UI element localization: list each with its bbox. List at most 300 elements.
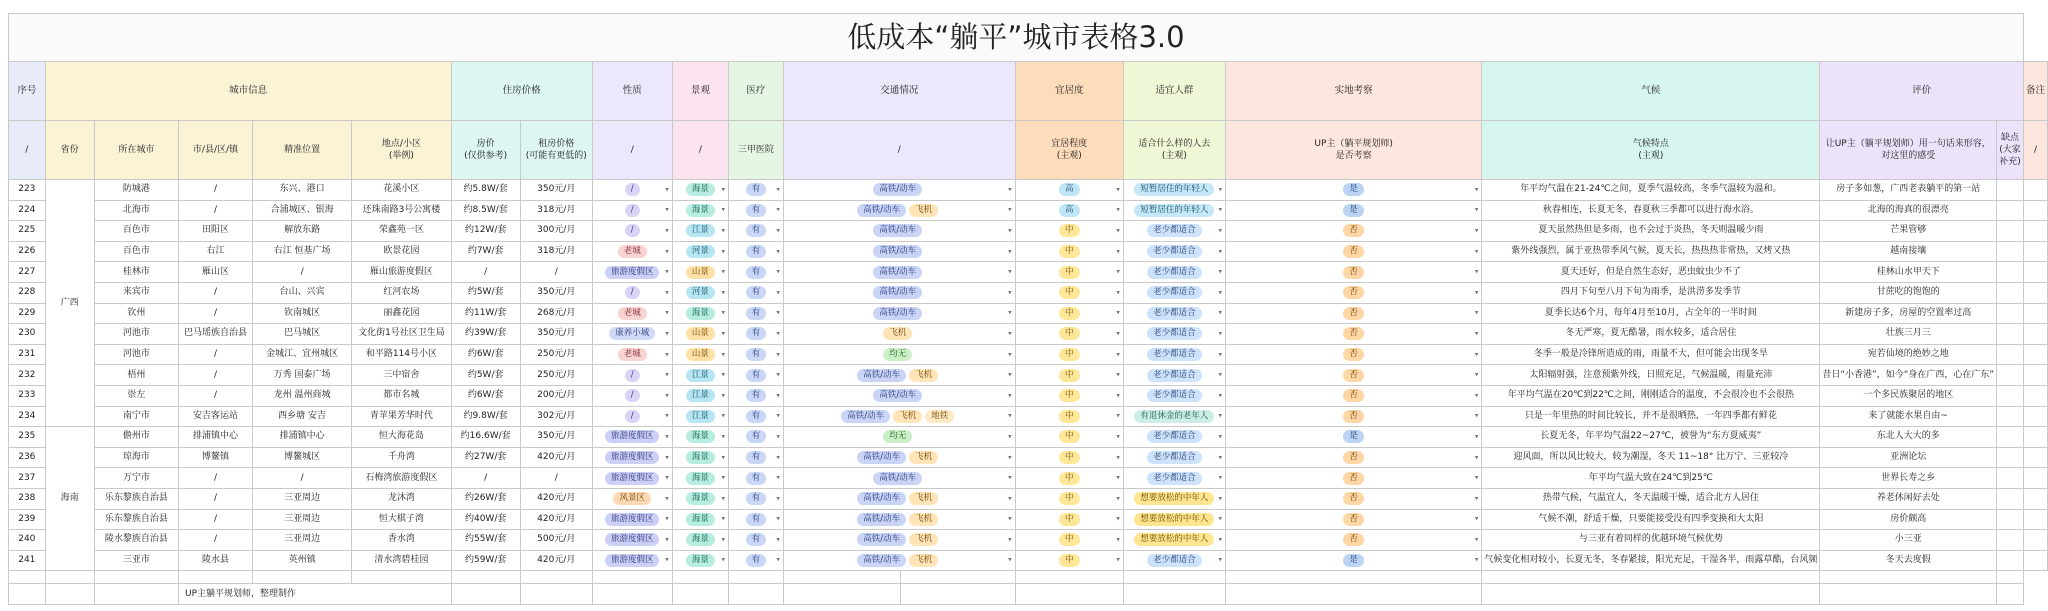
row-number[interactable]: 241: [9, 550, 46, 571]
subheader-suitable-people[interactable]: 适合什么样的人去 (主观): [1123, 121, 1225, 180]
rent-price-cell[interactable]: 268元/月: [520, 303, 592, 324]
nature-cell[interactable]: [592, 303, 672, 324]
location-cell[interactable]: 合浦城区、银海: [252, 200, 351, 221]
header-site-visit[interactable]: 实地考察: [1225, 62, 1481, 121]
suitable-people-cell[interactable]: [1123, 550, 1225, 571]
header-city-info[interactable]: 城市信息: [45, 62, 451, 121]
remark-cell[interactable]: [2023, 427, 2047, 448]
location-cell[interactable]: 三亚周边: [252, 530, 351, 551]
header-evaluation[interactable]: 评价: [1820, 62, 2024, 121]
livability-cell[interactable]: [1015, 468, 1123, 489]
house-price-cell[interactable]: 约9.8W/套: [451, 406, 520, 427]
rent-price-cell[interactable]: 350元/月: [520, 427, 592, 448]
subheader-precise-location[interactable]: 精准位置: [252, 121, 351, 180]
row-number[interactable]: 232: [9, 365, 46, 386]
location-cell[interactable]: 右江 恒基广场: [252, 241, 351, 262]
spot-cell[interactable]: 龙沐湾: [352, 488, 451, 509]
row-number[interactable]: 240: [9, 530, 46, 551]
spot-cell[interactable]: 三中宿舍: [352, 365, 451, 386]
empty-cell[interactable]: [1997, 584, 2024, 605]
cons-cell[interactable]: [1997, 241, 2024, 262]
spot-cell[interactable]: 清水湾碧桂园: [352, 550, 451, 571]
cons-cell[interactable]: [1997, 324, 2024, 345]
city-cell[interactable]: 桂林市: [94, 262, 178, 283]
livability-cell[interactable]: [1015, 344, 1123, 365]
evaluation-cell[interactable]: 东北人大大的多: [1820, 427, 1997, 448]
climate-cell[interactable]: 冬季一般是冷锋所造成的雨，雨量不大，但可能会出现冬旱: [1482, 344, 1820, 365]
county-cell[interactable]: 右江: [179, 241, 253, 262]
location-cell[interactable]: 台山、兴宾: [252, 282, 351, 303]
house-price-cell[interactable]: 约8.5W/套: [451, 200, 520, 221]
row-number[interactable]: 231: [9, 344, 46, 365]
evaluation-cell[interactable]: 小三亚: [1820, 530, 1997, 551]
climate-cell[interactable]: 夏季长达6个月，每年4月至10月，占全年的一半时间: [1482, 303, 1820, 324]
traffic-cell[interactable]: [783, 200, 1015, 221]
empty-cell[interactable]: [9, 584, 46, 605]
spot-cell[interactable]: 香水湾: [352, 530, 451, 551]
cons-cell[interactable]: [1997, 344, 2024, 365]
remark-cell[interactable]: [2023, 550, 2047, 571]
traffic-cell[interactable]: [783, 427, 1015, 448]
climate-cell[interactable]: 年平均气温在21-24℃之间，夏季气温较高，冬季气温较为温和。: [1482, 180, 1820, 201]
livability-cell[interactable]: [1015, 221, 1123, 242]
row-number[interactable]: 224: [9, 200, 46, 221]
landscape-cell[interactable]: [672, 365, 728, 386]
subheader-city[interactable]: 所在城市: [94, 121, 178, 180]
empty-cell[interactable]: [1225, 584, 1481, 605]
rent-price-cell[interactable]: 420元/月: [520, 550, 592, 571]
subheader-remark[interactable]: /: [2023, 121, 2047, 180]
suitable-people-cell[interactable]: [1123, 385, 1225, 406]
county-cell[interactable]: 雁山区: [179, 262, 253, 283]
location-cell[interactable]: 三亚周边: [252, 509, 351, 530]
row-number[interactable]: 239: [9, 509, 46, 530]
landscape-cell[interactable]: [672, 180, 728, 201]
empty-cell[interactable]: [45, 584, 94, 605]
house-price-cell[interactable]: 约59W/套: [451, 550, 520, 571]
suitable-people-cell[interactable]: [1123, 509, 1225, 530]
row-number[interactable]: 228: [9, 282, 46, 303]
traffic-cell[interactable]: [783, 385, 1015, 406]
row-number[interactable]: 236: [9, 447, 46, 468]
cons-cell[interactable]: [1997, 468, 2024, 489]
nature-cell[interactable]: [592, 221, 672, 242]
evaluation-cell[interactable]: 养老休闲好去处: [1820, 488, 1997, 509]
traffic-cell[interactable]: [783, 550, 1015, 571]
cons-cell[interactable]: [1997, 282, 2024, 303]
county-cell[interactable]: 巴马瑶族自治县: [179, 324, 253, 345]
nature-cell[interactable]: [592, 324, 672, 345]
climate-cell[interactable]: 秋春相连，长夏无冬，春夏秋三季都可以进行海水浴。: [1482, 200, 1820, 221]
province-cell[interactable]: 广西: [45, 180, 94, 427]
header-nature[interactable]: 性质: [592, 62, 672, 121]
city-cell[interactable]: 乐东黎族自治县: [94, 488, 178, 509]
location-cell[interactable]: 排浦镇中心: [252, 427, 351, 448]
suitable-people-cell[interactable]: [1123, 241, 1225, 262]
climate-cell[interactable]: 年平均气温在20℃到22℃之间，刚刚适合的温度，不会很冷也不会很热: [1482, 385, 1820, 406]
remark-cell[interactable]: [2023, 282, 2047, 303]
landscape-cell[interactable]: [672, 427, 728, 448]
nature-cell[interactable]: [592, 344, 672, 365]
city-cell[interactable]: 崇左: [94, 385, 178, 406]
remark-cell[interactable]: [2023, 262, 2047, 283]
subheader-evaluation[interactable]: 让UP主（躺平规划师）用一句话来形容，对这里的感受: [1820, 121, 1997, 180]
remark-cell[interactable]: [2023, 385, 2047, 406]
rent-price-cell[interactable]: 500元/月: [520, 530, 592, 551]
evaluation-cell[interactable]: 新建房子多，房屋的空置率过高: [1820, 303, 1997, 324]
traffic-cell[interactable]: [783, 488, 1015, 509]
subheader-cons[interactable]: 缺点 (大家补充): [1997, 121, 2024, 180]
remark-cell[interactable]: [2023, 241, 2047, 262]
cons-cell[interactable]: [1997, 488, 2024, 509]
livability-cell[interactable]: [1015, 488, 1123, 509]
rent-price-cell[interactable]: 200元/月: [520, 385, 592, 406]
subheader-province[interactable]: 省份: [45, 121, 94, 180]
county-cell[interactable]: /: [179, 509, 253, 530]
livability-cell[interactable]: [1015, 303, 1123, 324]
spot-cell[interactable]: 欧景花园: [352, 241, 451, 262]
landscape-cell[interactable]: [672, 468, 728, 489]
house-price-cell[interactable]: 约40W/套: [451, 509, 520, 530]
house-price-cell[interactable]: 约6W/套: [451, 385, 520, 406]
city-cell[interactable]: 防城港: [94, 180, 178, 201]
house-price-cell[interactable]: /: [451, 468, 520, 489]
subheader-traffic[interactable]: /: [783, 121, 1015, 180]
spot-cell[interactable]: 青苹果芳华时代: [352, 406, 451, 427]
suitable-people-cell[interactable]: [1123, 488, 1225, 509]
city-cell[interactable]: 百色市: [94, 241, 178, 262]
cons-cell[interactable]: [1997, 550, 2024, 571]
county-cell[interactable]: /: [179, 468, 253, 489]
landscape-cell[interactable]: [672, 282, 728, 303]
livability-cell[interactable]: [1015, 180, 1123, 201]
spot-cell[interactable]: 和平路114号小区: [352, 344, 451, 365]
evaluation-cell[interactable]: 壮族三月三: [1820, 324, 1997, 345]
nature-cell[interactable]: [592, 200, 672, 221]
hospital-cell[interactable]: [729, 530, 784, 551]
empty-cell[interactable]: [1997, 571, 2024, 584]
cons-cell[interactable]: [1997, 221, 2024, 242]
location-cell[interactable]: /: [252, 262, 351, 283]
empty-cell[interactable]: [1482, 584, 1820, 605]
landscape-cell[interactable]: [672, 324, 728, 345]
hospital-cell[interactable]: [729, 324, 784, 345]
county-cell[interactable]: 安吉客运站: [179, 406, 253, 427]
nature-cell[interactable]: [592, 530, 672, 551]
house-price-cell[interactable]: 约5W/套: [451, 365, 520, 386]
cons-cell[interactable]: [1997, 427, 2024, 448]
city-cell[interactable]: 三亚市: [94, 550, 178, 571]
evaluation-cell[interactable]: 甘蔗吃的饱饱的: [1820, 282, 1997, 303]
row-number[interactable]: 225: [9, 221, 46, 242]
traffic-cell[interactable]: [783, 262, 1015, 283]
row-number[interactable]: 233: [9, 385, 46, 406]
hospital-cell[interactable]: [729, 241, 784, 262]
empty-cell[interactable]: [1820, 584, 1997, 605]
hospital-cell[interactable]: [729, 447, 784, 468]
landscape-cell[interactable]: [672, 406, 728, 427]
evaluation-cell[interactable]: 冬天去度假: [1820, 550, 1997, 571]
row-number[interactable]: 235: [9, 427, 46, 448]
livability-cell[interactable]: [1015, 406, 1123, 427]
empty-cell[interactable]: [672, 584, 728, 605]
house-price-cell[interactable]: 约6W/套: [451, 344, 520, 365]
subheader-site-visit[interactable]: UP主（躺平规划师) 是否考察: [1225, 121, 1481, 180]
livability-cell[interactable]: [1015, 200, 1123, 221]
empty-cell[interactable]: [94, 584, 178, 605]
header-housing-price[interactable]: 住房价格: [451, 62, 592, 121]
site-visit-cell[interactable]: [1225, 447, 1481, 468]
empty-cell[interactable]: [729, 584, 784, 605]
landscape-cell[interactable]: [672, 344, 728, 365]
remark-cell[interactable]: [2023, 303, 2047, 324]
house-price-cell[interactable]: 约12W/套: [451, 221, 520, 242]
livability-cell[interactable]: [1015, 447, 1123, 468]
city-cell[interactable]: 陵水黎族自治县: [94, 530, 178, 551]
house-price-cell[interactable]: 约5.8W/套: [451, 180, 520, 201]
site-visit-cell[interactable]: [1225, 427, 1481, 448]
location-cell[interactable]: 解放东路: [252, 221, 351, 242]
city-cell[interactable]: 钦州: [94, 303, 178, 324]
climate-cell[interactable]: 夏天虽然热但是多雨，也不会过于炎热，冬天则温暖少雨: [1482, 221, 1820, 242]
remark-cell[interactable]: [2023, 324, 2047, 345]
evaluation-cell[interactable]: 昔日“小香港”，如今“身在广西，心在广东”: [1820, 365, 1997, 386]
row-number[interactable]: 223: [9, 180, 46, 201]
remark-cell[interactable]: [2023, 447, 2047, 468]
empty-cell[interactable]: [1123, 571, 1225, 584]
city-cell[interactable]: 琼海市: [94, 447, 178, 468]
county-cell[interactable]: /: [179, 282, 253, 303]
livability-cell[interactable]: [1015, 427, 1123, 448]
climate-cell[interactable]: 年平均气温大致在24℃到25℃: [1482, 468, 1820, 489]
hospital-cell[interactable]: [729, 550, 784, 571]
empty-cell[interactable]: [352, 571, 451, 584]
site-visit-cell[interactable]: [1225, 406, 1481, 427]
remark-cell[interactable]: [2023, 468, 2047, 489]
hospital-cell[interactable]: [729, 303, 784, 324]
traffic-cell[interactable]: [783, 406, 1015, 427]
city-cell[interactable]: 乐东黎族自治县: [94, 509, 178, 530]
hospital-cell[interactable]: [729, 468, 784, 489]
suitable-people-cell[interactable]: [1123, 282, 1225, 303]
rent-price-cell[interactable]: /: [520, 468, 592, 489]
location-cell[interactable]: 博鳌城区: [252, 447, 351, 468]
row-number[interactable]: 227: [9, 262, 46, 283]
traffic-cell[interactable]: [783, 241, 1015, 262]
hospital-cell[interactable]: [729, 180, 784, 201]
location-cell[interactable]: 金城江、宜州城区: [252, 344, 351, 365]
location-cell[interactable]: /: [252, 468, 351, 489]
landscape-cell[interactable]: [672, 221, 728, 242]
livability-cell[interactable]: [1015, 509, 1123, 530]
empty-cell[interactable]: [1225, 571, 1481, 584]
suitable-people-cell[interactable]: [1123, 303, 1225, 324]
county-cell[interactable]: /: [179, 385, 253, 406]
evaluation-cell[interactable]: 来了就能水果自由~: [1820, 406, 1997, 427]
house-price-cell[interactable]: 约26W/套: [451, 488, 520, 509]
evaluation-cell[interactable]: 房子多如葱，广西老表躺平的第一站: [1820, 180, 1997, 201]
empty-cell[interactable]: [94, 571, 178, 584]
climate-cell[interactable]: 气候不潮，舒适干燥，只要能接受没有四季变换和大太阳: [1482, 509, 1820, 530]
subheader-nature[interactable]: /: [592, 121, 672, 180]
traffic-cell[interactable]: [783, 468, 1015, 489]
hospital-cell[interactable]: [729, 200, 784, 221]
traffic-cell[interactable]: [783, 447, 1015, 468]
empty-cell[interactable]: [179, 571, 253, 584]
cons-cell[interactable]: [1997, 406, 2024, 427]
climate-cell[interactable]: 长夏无冬，年平均气温22~27℃，被誉为“东方夏威夷”: [1482, 427, 1820, 448]
county-cell[interactable]: /: [179, 488, 253, 509]
livability-cell[interactable]: [1015, 324, 1123, 345]
row-number[interactable]: 237: [9, 468, 46, 489]
remark-cell[interactable]: [2023, 344, 2047, 365]
remark-cell[interactable]: [2023, 365, 2047, 386]
hospital-cell[interactable]: [729, 406, 784, 427]
evaluation-cell[interactable]: 宛若仙境的绝妙之地: [1820, 344, 1997, 365]
house-price-cell[interactable]: 约27W/套: [451, 447, 520, 468]
remark-cell[interactable]: [2023, 200, 2047, 221]
header-livability[interactable]: 宜居度: [1015, 62, 1123, 121]
house-price-cell[interactable]: 约11W/套: [451, 303, 520, 324]
cons-cell[interactable]: [1997, 530, 2024, 551]
site-visit-cell[interactable]: [1225, 365, 1481, 386]
climate-cell[interactable]: 气候变化相对较小，长夏无冬，冬春紧接，阳光充足，干湿各半，雨露草酷，台风频: [1482, 550, 1820, 571]
empty-cell[interactable]: [783, 571, 900, 584]
nature-cell[interactable]: [592, 406, 672, 427]
empty-cell[interactable]: [252, 571, 351, 584]
subheader-hospital[interactable]: 三甲医院: [729, 121, 784, 180]
livability-cell[interactable]: [1015, 550, 1123, 571]
site-visit-cell[interactable]: [1225, 221, 1481, 242]
hospital-cell[interactable]: [729, 344, 784, 365]
city-cell[interactable]: 儋州市: [94, 427, 178, 448]
livability-cell[interactable]: [1015, 365, 1123, 386]
header-landscape[interactable]: 景观: [672, 62, 728, 121]
county-cell[interactable]: /: [179, 180, 253, 201]
city-cell[interactable]: 梧州: [94, 365, 178, 386]
location-cell[interactable]: 巴马城区: [252, 324, 351, 345]
subheader-livability[interactable]: 宜居程度 (主观): [1015, 121, 1123, 180]
suitable-people-cell[interactable]: [1123, 200, 1225, 221]
landscape-cell[interactable]: [672, 200, 728, 221]
location-cell[interactable]: 龙州 温州商城: [252, 385, 351, 406]
row-number[interactable]: 238: [9, 488, 46, 509]
cons-cell[interactable]: [1997, 447, 2024, 468]
site-visit-cell[interactable]: [1225, 324, 1481, 345]
house-price-cell[interactable]: 约5W/套: [451, 282, 520, 303]
rent-price-cell[interactable]: 318元/月: [520, 200, 592, 221]
nature-cell[interactable]: [592, 488, 672, 509]
city-cell[interactable]: 河池市: [94, 344, 178, 365]
nature-cell[interactable]: [592, 468, 672, 489]
suitable-people-cell[interactable]: [1123, 344, 1225, 365]
landscape-cell[interactable]: [672, 241, 728, 262]
empty-cell[interactable]: [592, 584, 672, 605]
empty-cell[interactable]: [45, 571, 94, 584]
cons-cell[interactable]: [1997, 509, 2024, 530]
empty-cell[interactable]: [1015, 584, 1123, 605]
site-visit-cell[interactable]: [1225, 509, 1481, 530]
climate-cell[interactable]: 热带气候，气温宜人，冬天温暖干燥，适合北方人居住: [1482, 488, 1820, 509]
hospital-cell[interactable]: [729, 262, 784, 283]
subheader-index[interactable]: /: [9, 121, 46, 180]
house-price-cell[interactable]: 约7W/套: [451, 241, 520, 262]
empty-cell[interactable]: [1123, 584, 1225, 605]
remark-cell[interactable]: [2023, 221, 2047, 242]
hospital-cell[interactable]: [729, 385, 784, 406]
cons-cell[interactable]: [1997, 200, 2024, 221]
footer-note[interactable]: UP主躺平规划师，整理制作: [179, 584, 452, 605]
header-medical[interactable]: 医疗: [729, 62, 784, 121]
hospital-cell[interactable]: [729, 488, 784, 509]
remark-cell[interactable]: [2023, 509, 2047, 530]
climate-cell[interactable]: 冬无严寒，夏无酷暑，雨水较多，适合居住: [1482, 324, 1820, 345]
evaluation-cell[interactable]: 越南接壤: [1820, 241, 1997, 262]
county-cell[interactable]: /: [179, 365, 253, 386]
county-cell[interactable]: /: [179, 200, 253, 221]
suitable-people-cell[interactable]: [1123, 427, 1225, 448]
county-cell[interactable]: 博鳌镇: [179, 447, 253, 468]
hospital-cell[interactable]: [729, 427, 784, 448]
rent-price-cell[interactable]: 250元/月: [520, 344, 592, 365]
traffic-cell[interactable]: [783, 221, 1015, 242]
city-cell[interactable]: 北海市: [94, 200, 178, 221]
empty-cell[interactable]: [729, 571, 784, 584]
landscape-cell[interactable]: [672, 530, 728, 551]
suitable-people-cell[interactable]: [1123, 221, 1225, 242]
evaluation-cell[interactable]: 房价颇高: [1820, 509, 1997, 530]
suitable-people-cell[interactable]: [1123, 262, 1225, 283]
subheader-county[interactable]: 市/县/区/镇: [179, 121, 253, 180]
traffic-cell[interactable]: [783, 509, 1015, 530]
spot-cell[interactable]: 千舟湾: [352, 447, 451, 468]
cons-cell[interactable]: [1997, 303, 2024, 324]
empty-cell[interactable]: [900, 571, 1015, 584]
subheader-landscape[interactable]: /: [672, 121, 728, 180]
remark-cell[interactable]: [2023, 406, 2047, 427]
hospital-cell[interactable]: [729, 221, 784, 242]
hospital-cell[interactable]: [729, 282, 784, 303]
spot-cell[interactable]: 花溪小区: [352, 180, 451, 201]
house-price-cell[interactable]: /: [451, 262, 520, 283]
spot-cell[interactable]: 都市名城: [352, 385, 451, 406]
city-cell[interactable]: 来宾市: [94, 282, 178, 303]
rent-price-cell[interactable]: 420元/月: [520, 447, 592, 468]
empty-cell[interactable]: [9, 571, 46, 584]
livability-cell[interactable]: [1015, 282, 1123, 303]
landscape-cell[interactable]: [672, 447, 728, 468]
spot-cell[interactable]: 石梅湾旅游度假区: [352, 468, 451, 489]
site-visit-cell[interactable]: [1225, 262, 1481, 283]
county-cell[interactable]: /: [179, 530, 253, 551]
city-cell[interactable]: 百色市: [94, 221, 178, 242]
location-cell[interactable]: 三亚周边: [252, 488, 351, 509]
spot-cell[interactable]: 丽鑫花园: [352, 303, 451, 324]
rent-price-cell[interactable]: 318元/月: [520, 241, 592, 262]
rent-price-cell[interactable]: 350元/月: [520, 282, 592, 303]
landscape-cell[interactable]: [672, 303, 728, 324]
climate-cell[interactable]: 与三亚有着同样的优越环境气候优势: [1482, 530, 1820, 551]
suitable-people-cell[interactable]: [1123, 180, 1225, 201]
row-number[interactable]: 229: [9, 303, 46, 324]
nature-cell[interactable]: [592, 509, 672, 530]
hospital-cell[interactable]: [729, 509, 784, 530]
spot-cell[interactable]: 红河农场: [352, 282, 451, 303]
rent-price-cell[interactable]: 250元/月: [520, 365, 592, 386]
traffic-cell[interactable]: [783, 344, 1015, 365]
site-visit-cell[interactable]: [1225, 385, 1481, 406]
subheader-rent-price[interactable]: 租房价格 (可能有更低的): [520, 121, 592, 180]
